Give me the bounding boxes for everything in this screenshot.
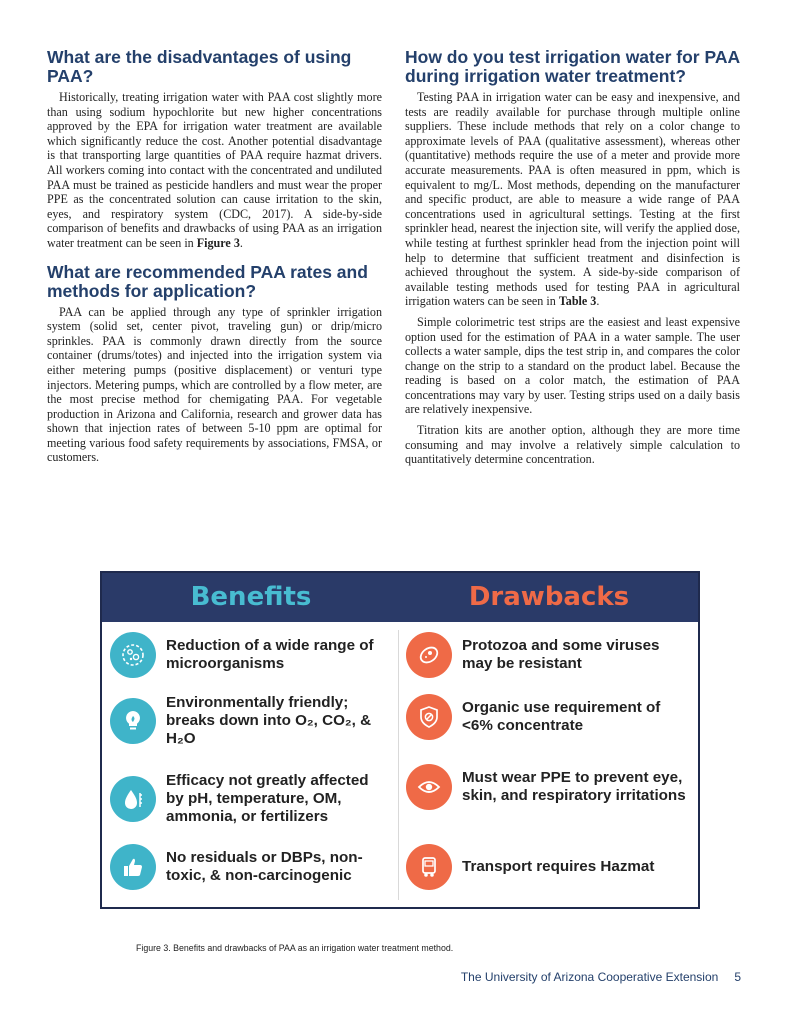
benefit-item: No residuals or DBPs, non-toxic, & non-carcinogenic: [110, 844, 390, 890]
drawbacks-title: Drawbacks: [468, 582, 630, 612]
footer-org: The University of Arizona Cooperative Extension: [460, 970, 719, 984]
column-divider: [398, 630, 399, 900]
truck-icon: [406, 844, 452, 890]
drawback-item: Must wear PPE to prevent eye, skin, and respiratory irritations: [406, 764, 692, 810]
paragraph-test-strips: Simple colorimetric test strips are the easiest and least expensive option used for the estimation of PAA in a water sample. The user collects a water sample, dips the test strip in, and compares the color change on the strip to a standard on the product label. Because the reading is based on a color match, the estimation of PAA concentrations may vary by user. Testing strips used on a daily basis are relatively inexpensive.: [405, 314, 740, 417]
lightbulb-leaf-icon: [110, 698, 156, 744]
drawback-item: Organic use requirement of <6% concentrate: [406, 694, 692, 740]
table-reference: Table 3: [558, 294, 597, 309]
paragraph-rates: PAA can be applied through any type of sprinkler irrigation system (solid set, center pivot, traveling gun) or drip/micro sprinkles. PAA is commonly drawn directly from the source container (drums/totes) and injected into the irrigation system via either metering pumps (positive displacement) or venturi type injectors. Metering pumps, which are controlled by a flow meter, are the most precise method for chemigating PAA. For vegetable production in Arizona and California, research and grower data has shown that injection rates of between 5-10 ppm are optimal for meeting various food safety requirements by associations, FMSA, or customers.: [47, 304, 382, 465]
paragraph-testing: Testing PAA in irrigation water can be easy and inexpensive, and tests are readily available for purchase through multiple online suppliers. These include methods that rely on a color change to approximate levels of PAA (qualitative assessment), whereas other (quantitative) methods require the use of a meter and provide more accurate measurements. PAA is often measured in ppm, which is equivalent to mg/L. Most methods, depending on the manufacturer and specific product, are able to measure a wide range of PAA concentrations used in agricultural settings. Testing at the first sprinkler head, nearest the injection site, will verify the applied dose, while testing at furthest sprinkler head from the injection point will help to determine that sufficient treatment and disinfection is achieved throughout the system. A side-by-side comparison of available testing methods used for testing PAA in agricultural irrigation waters can be seen in Table 3.: [405, 90, 740, 309]
section-heading-rates: What are recommended PAA rates and methods for application?: [47, 261, 368, 301]
drawback-item: Protozoa and some viruses may be resistant: [406, 632, 692, 678]
right-column: [405, 48, 740, 473]
shield-prohibited-icon: [406, 694, 452, 740]
thumbs-up-icon: [110, 844, 156, 890]
section-heading-disadvantages: What are the disadvantages of using PAA?: [47, 47, 352, 86]
infographic-header: [102, 573, 698, 622]
section-heading-testing: How do you test irrigation water for PAA during irrigation water treatment?: [405, 47, 740, 86]
benefits-title: Benefits: [190, 582, 312, 612]
eye-icon: [406, 764, 452, 810]
left-column: [47, 48, 382, 471]
page-number: 5: [734, 970, 741, 984]
figure-reference: Figure 3: [196, 235, 240, 250]
drawback-item: Transport requires Hazmat: [406, 844, 692, 890]
microorganism-icon: [110, 632, 156, 678]
water-drop-icon: [110, 776, 156, 822]
benefits-drawbacks-infographic: [100, 571, 700, 909]
paragraph-titration: Titration kits are another option, although they are more time consuming and may involve a relatively simple calculation to quantitatively determine concentration.: [405, 423, 740, 467]
benefit-item: Efficacy not greatly affected by pH, temperature, OM, ammonia, or fertilizers: [110, 772, 390, 826]
benefit-item: Reduction of a wide range of microorganisms: [110, 632, 390, 678]
page-footer: [461, 970, 741, 984]
protozoa-icon: [406, 632, 452, 678]
benefit-item: Environmentally friendly; breaks down into O₂, CO₂, & H₂O: [110, 694, 390, 748]
figure-caption: Figure 3. Benefits and drawbacks of PAA as an irrigation water treatment method.: [136, 943, 454, 953]
paragraph-disadvantages: Historically, treating irrigation water with PAA cost slightly more than using sodium hypochlorite but new higher concentrations approved by the EPA for irrigation water treatment are available which significantly reduce the cost. Another potential disadvantage is that transporting large quantities of PAA require hazmat drivers. All workers coming into contact with the concentrated and undiluted PAA must be trained as pesticide handlers and must wear the proper PPE as the concentrated solution can cause irritation to the skin, eyes, and respiratory system (CDC, 2017). A side-by-side comparison of benefits and drawbacks of using PAA as an irrigation water treatment can be seen in Figure 3.: [47, 90, 382, 250]
